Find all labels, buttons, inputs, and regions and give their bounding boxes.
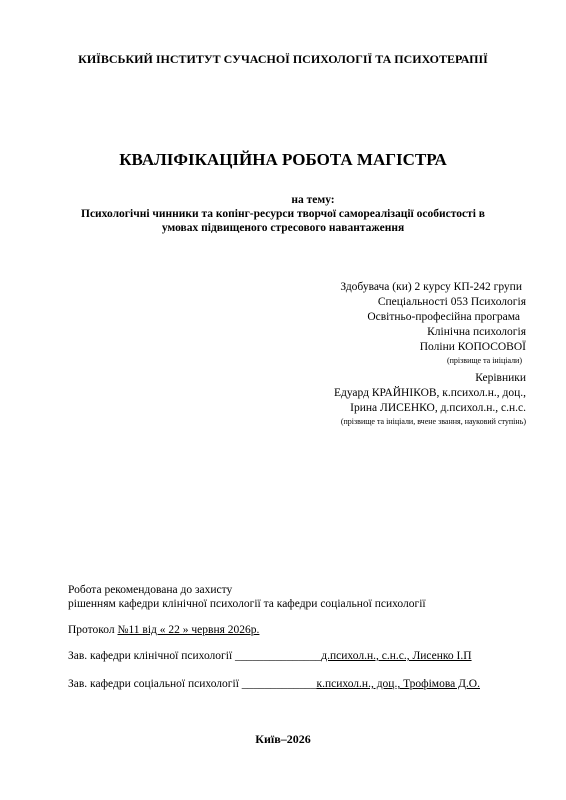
head-1-label: Зав. кафедри клінічної психології bbox=[68, 650, 233, 662]
supervisor-2: Ірина ЛИСЕНКО, д.психол.н., с.н.с. bbox=[350, 402, 526, 414]
supervisor-1: Едуард КРАЙНІКОВ, к.психол.н., доц., bbox=[333, 387, 526, 399]
protocol-number: №11 від « 22 » червня 2026р. bbox=[117, 624, 260, 636]
student-course: Здобувача (ки) 2 курсу КП-242 групи bbox=[340, 281, 522, 293]
protocol-line bbox=[68, 624, 259, 636]
student-specialty: Спеціальності 053 Психологія bbox=[377, 296, 526, 308]
head-of-department-1 bbox=[68, 650, 472, 662]
student-program: Освітньо-професійна програма bbox=[367, 311, 520, 323]
head-1-signature-blank: _______________ bbox=[235, 650, 322, 662]
head-of-department-2 bbox=[68, 678, 480, 690]
supervisors-heading: Керівники bbox=[475, 372, 526, 384]
city-year: Київ–2026 bbox=[255, 732, 311, 746]
recommendation-line-1: Робота рекомендована до захисту bbox=[68, 584, 233, 596]
head-2-label: Зав. кафедри соціальної психології bbox=[68, 678, 239, 690]
document-title: КВАЛІФІКАЦІЙНА РОБОТА МАГІСТРА bbox=[119, 150, 447, 169]
topic-line-2: умовах підвищеного стресового навантаження bbox=[161, 222, 405, 234]
student-name-note: (прізвище та ініціали) bbox=[446, 356, 522, 365]
topic-intro: на тему: bbox=[291, 194, 335, 206]
institute-name: КИЇВСЬКИЙ ІНСТИТУТ СУЧАСНОЇ ПСИХОЛОГІЇ ТА ПСИХОТЕРАПІЇ bbox=[78, 52, 488, 66]
head-2-name: к.психол.н., доц., Трофімова Д.О. bbox=[316, 678, 480, 690]
supervisors-note: (прізвище та ініціали, вчене звання, науковий ступінь) bbox=[340, 417, 526, 426]
student-program-name: Клінічна психологія bbox=[427, 326, 526, 338]
head-2-signature-blank: _____________ bbox=[241, 678, 317, 690]
topic-line-1: Психологічні чинники та копінг-ресурси творчої самореалізації особистості в bbox=[81, 208, 485, 220]
protocol-prefix: Протокол bbox=[68, 624, 118, 636]
student-name: Поліни КОПОСОВОЇ bbox=[419, 341, 526, 353]
head-1-name: д.психол.н., с.н.с., Лисенко І.П bbox=[321, 650, 472, 662]
recommendation-line-2: рішенням кафедри клінічної психології та кафедри соціальної психології bbox=[68, 598, 426, 610]
